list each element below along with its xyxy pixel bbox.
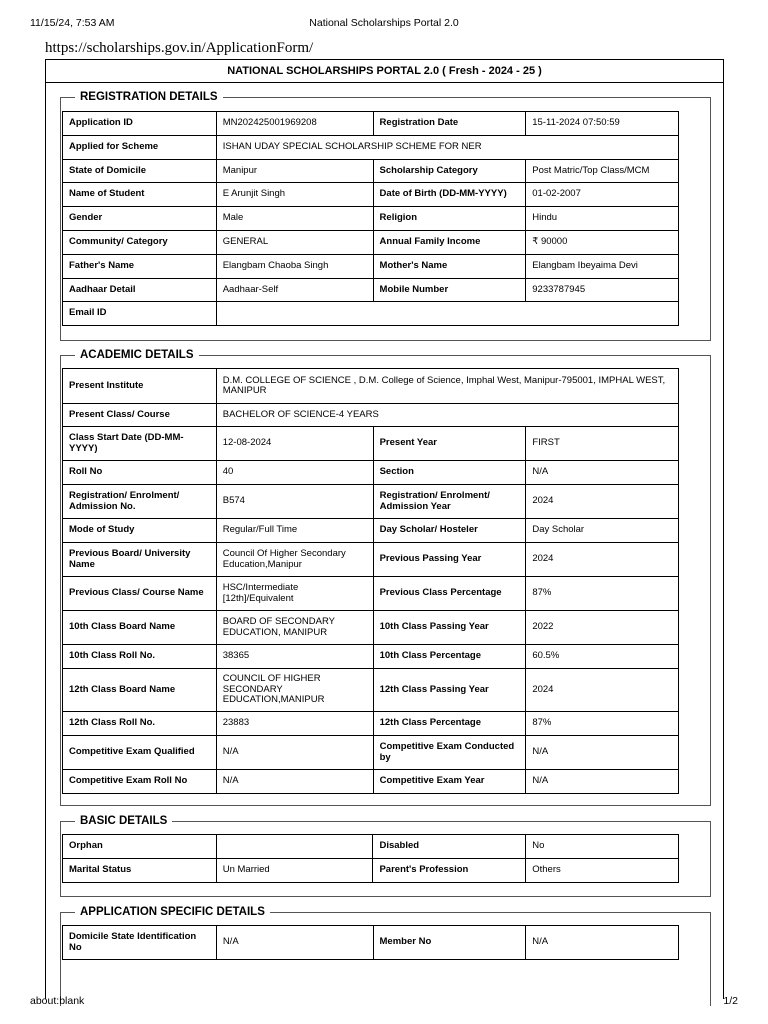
roll-10-value: 38365 — [216, 645, 373, 669]
reg-year-label: Registration/ Enrolment/ Admission Year — [373, 485, 526, 519]
dob-label: Date of Birth (DD-MM-YYYY) — [373, 183, 526, 207]
comp-year-label: Competitive Exam Year — [373, 770, 526, 794]
pct-12-label: 12th Class Percentage — [373, 712, 526, 736]
pct-10-label: 10th Class Percentage — [373, 645, 526, 669]
aadhaar-label: Aadhaar Detail — [63, 279, 217, 302]
specific-table — [62, 925, 679, 960]
aadhaar-value: Aadhaar-Self — [216, 279, 373, 302]
application-id-value: MN202425001969208 — [216, 112, 373, 136]
scheme-value: ISHAN UDAY SPECIAL SCHOLARSHIP SCHEME FOR NER — [216, 136, 678, 160]
board-10-label: 10th Class Board Name — [63, 611, 217, 645]
start-date-label: Class Start Date (DD-MM-YYYY) — [63, 427, 217, 461]
course-label: Present Class/ Course — [63, 404, 217, 427]
disabled-label: Disabled — [373, 835, 526, 859]
comp-qualified-label: Competitive Exam Qualified — [63, 736, 217, 770]
member-no-value: N/A — [526, 926, 679, 960]
comp-conducted-label: Competitive Exam Conducted by — [373, 736, 526, 770]
roll-10-label: 10th Class Roll No. — [63, 645, 217, 669]
basic-legend: BASIC DETAILS — [80, 815, 168, 827]
section-value: N/A — [526, 461, 679, 485]
day-scholar-value: Day Scholar — [526, 519, 679, 543]
application-id-label: Application ID — [63, 112, 217, 136]
profession-label: Parent's Profession — [373, 859, 526, 883]
category-label: Scholarship Category — [373, 160, 526, 183]
reg-no-label: Registration/ Enrolment/ Admission No. — [63, 485, 217, 519]
present-year-label: Present Year — [373, 427, 526, 461]
prev-pct-label: Previous Class Percentage — [373, 577, 526, 611]
email-label: Email ID — [63, 302, 217, 326]
institute-label: Present Institute — [63, 369, 217, 404]
domicile-id-value: N/A — [216, 926, 373, 960]
prev-class-label: Previous Class/ Course Name — [63, 577, 217, 611]
comp-qualified-value: N/A — [216, 736, 373, 770]
prev-year-value: 2024 — [526, 543, 679, 577]
prev-board-label: Previous Board/ University Name — [63, 543, 217, 577]
father-name-label: Father's Name — [63, 255, 217, 279]
academic-table — [62, 368, 679, 794]
prev-board-value: Council Of Higher Secondary Education,Manipur — [216, 543, 373, 577]
prev-year-label: Previous Passing Year — [373, 543, 526, 577]
basic-table — [62, 834, 679, 883]
member-no-label: Member No — [373, 926, 526, 960]
roll-no-value: 40 — [216, 461, 373, 485]
dob-value: 01-02-2007 — [526, 183, 679, 207]
registration-date-value: 15-11-2024 07:50:59 — [526, 112, 679, 136]
print-page-title: National Scholarships Portal 2.0 — [309, 17, 459, 29]
year-12-value: 2024 — [526, 669, 679, 712]
gender-label: Gender — [63, 207, 217, 231]
disabled-value: No — [526, 835, 679, 859]
father-name-value: Elangbam Chaoba Singh — [216, 255, 373, 279]
profession-value: Others — [526, 859, 679, 883]
portal-title: NATIONAL SCHOLARSHIPS PORTAL 2.0 ( Fresh - 2024 - 25 ) — [46, 60, 723, 83]
student-name-value: E Arunjit Singh — [216, 183, 373, 207]
mother-name-value: Elangbam Ibeyaima Devi — [526, 255, 679, 279]
email-value — [216, 302, 678, 326]
marital-value: Un Married — [216, 859, 373, 883]
board-12-value: COUNCIL OF HIGHER SECONDARY EDUCATION,MANIPUR — [216, 669, 373, 712]
mobile-label: Mobile Number — [373, 279, 526, 302]
course-value: BACHELOR OF SCIENCE-4 YEARS — [216, 404, 678, 427]
income-label: Annual Family Income — [373, 231, 526, 255]
marital-label: Marital Status — [63, 859, 217, 883]
specific-legend: APPLICATION SPECIFIC DETAILS — [80, 906, 265, 918]
year-10-value: 2022 — [526, 611, 679, 645]
orphan-value — [216, 835, 373, 859]
religion-label: Religion — [373, 207, 526, 231]
institute-value: D.M. COLLEGE OF SCIENCE , D.M. College of Science, Imphal West, Manipur-795001, IMPHAL WEST, MANIPUR — [216, 369, 678, 404]
domicile-value: Manipur — [216, 160, 373, 183]
community-value: GENERAL — [216, 231, 373, 255]
start-date-value: 12-08-2024 — [216, 427, 373, 461]
student-name-label: Name of Student — [63, 183, 217, 207]
comp-roll-label: Competitive Exam Roll No — [63, 770, 217, 794]
domicile-id-label: Domicile State Identification No — [63, 926, 217, 960]
page-number: 1/2 — [723, 995, 738, 1007]
comp-roll-value: N/A — [216, 770, 373, 794]
reg-year-value: 2024 — [526, 485, 679, 519]
footer-url: about:blank — [30, 995, 85, 1007]
application-form — [45, 59, 724, 999]
registration-table — [62, 111, 679, 326]
mode-of-study-value: Regular/Full Time — [216, 519, 373, 543]
board-12-label: 12th Class Board Name — [63, 669, 217, 712]
gender-value: Male — [216, 207, 373, 231]
registration-legend: REGISTRATION DETAILS — [80, 91, 218, 103]
pct-12-value: 87% — [526, 712, 679, 736]
comp-year-value: N/A — [526, 770, 679, 794]
board-10-value: BOARD OF SECONDARY EDUCATION, MANIPUR — [216, 611, 373, 645]
roll-12-label: 12th Class Roll No. — [63, 712, 217, 736]
page-url: https://scholarships.gov.in/ApplicationForm/ — [45, 40, 314, 56]
present-year-value: FIRST — [526, 427, 679, 461]
mother-name-label: Mother's Name — [373, 255, 526, 279]
roll-12-value: 23883 — [216, 712, 373, 736]
year-10-label: 10th Class Passing Year — [373, 611, 526, 645]
community-label: Community/ Category — [63, 231, 217, 255]
religion-value: Hindu — [526, 207, 679, 231]
registration-date-label: Registration Date — [373, 112, 526, 136]
prev-pct-value: 87% — [526, 577, 679, 611]
scheme-label: Applied for Scheme — [63, 136, 217, 160]
roll-no-label: Roll No — [63, 461, 217, 485]
pct-10-value: 60.5% — [526, 645, 679, 669]
section-label: Section — [373, 461, 526, 485]
mobile-value: 9233787945 — [526, 279, 679, 302]
day-scholar-label: Day Scholar/ Hosteler — [373, 519, 526, 543]
academic-legend: ACADEMIC DETAILS — [80, 349, 194, 361]
mode-of-study-label: Mode of Study — [63, 519, 217, 543]
income-value: ₹ 90000 — [526, 231, 679, 255]
year-12-label: 12th Class Passing Year — [373, 669, 526, 712]
print-datetime: 11/15/24, 7:53 AM — [30, 17, 115, 29]
prev-class-value: HSC/Intermediate [12th]/Equivalent — [216, 577, 373, 611]
reg-no-value: B574 — [216, 485, 373, 519]
orphan-label: Orphan — [63, 835, 217, 859]
category-value: Post Matric/Top Class/MCM — [526, 160, 679, 183]
comp-conducted-value: N/A — [526, 736, 679, 770]
domicile-label: State of Domicile — [63, 160, 217, 183]
